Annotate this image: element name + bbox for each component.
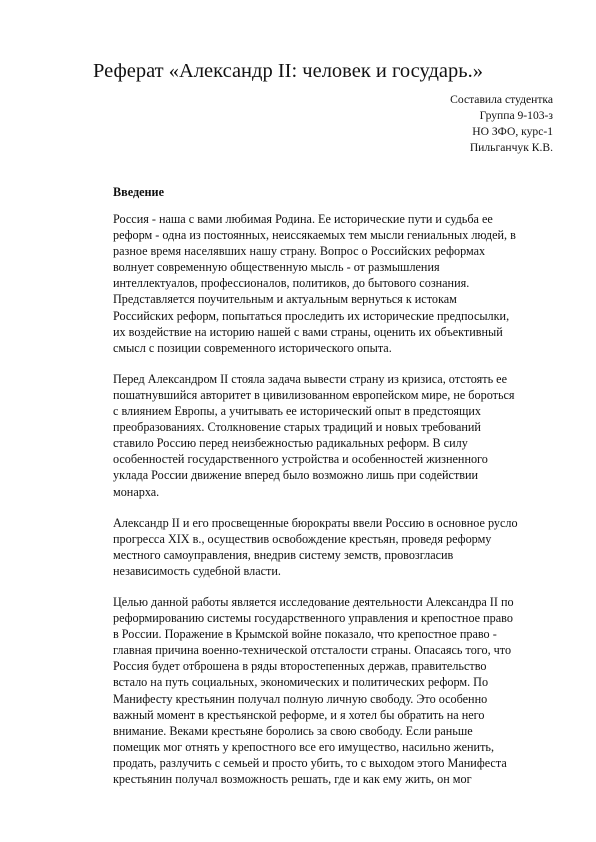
text-line: смысл с позиции современного исторического опыта.	[113, 340, 392, 355]
text-line: Перед Александром II стояла задача вывести страну из кризиса, отстоять ее	[113, 371, 508, 386]
text-line: интеллектуалов, профессионалов, политиков, до бытового сознания.	[113, 276, 470, 291]
text-line: прогресса XIX в., осуществив освобождение крестьян, проведя реформу	[113, 531, 492, 546]
text-line: Россия - наша с вами любимая Родина. Ее исторические пути и судьба ее	[113, 212, 493, 226]
text-line: Российских реформ, попытаться проследить их исторические предпосылки,	[113, 308, 510, 323]
paragraph	[113, 371, 559, 500]
paragraph	[113, 515, 559, 579]
text-line: преобразованиях. Столкновение старых традиций и новых требований	[113, 420, 481, 435]
text-line: продать, разлучить с семьей и просто убить, то с выходом этого Манифеста	[113, 755, 507, 770]
paragraph	[113, 211, 559, 356]
text-line: разное время населявших нашу страну. Вопрос о Российских реформах	[113, 244, 486, 259]
author-line: Группа 9-103-з	[479, 109, 553, 122]
text-line: Манифесту крестьянин получал полную личную свободу. Это особенно	[113, 691, 488, 706]
text-line: уклада России движение вперед было возможно лишь при содействии	[113, 468, 479, 483]
text-line: внимание. Веками крестьяне боролись за свою свободу. Если раньше	[113, 723, 473, 738]
text-line: реформированию системы государственного управления и крепостное право	[113, 611, 513, 626]
text-line: Представляется поучительным и актуальным вернуться к истокам	[113, 292, 457, 307]
text-line: пошатнувшийся авторитет в цивилизованном европейском мире, не бороться	[113, 387, 515, 402]
section-heading: Введение	[113, 185, 164, 199]
text-line: волнует современную общественную мысль - от размышления	[113, 260, 440, 275]
text-line: главная причина военно-технической отсталости страны. Опасаясь того, что	[113, 643, 512, 658]
author-block	[353, 92, 553, 156]
text-line: встало на путь социальных, экономических и политических реформ. По	[113, 675, 489, 690]
author-line: Пильганчук К.В.	[469, 141, 553, 154]
paragraph	[113, 594, 559, 787]
text-line: местного самоуправления, внедрив систему земств, провозгласив	[113, 547, 454, 562]
body-text	[113, 211, 559, 802]
text-line: помещик мог отнять у крепостного все его имущество, насильно женить,	[113, 739, 494, 754]
author-line: НО ЗФО, курс-1	[472, 125, 553, 138]
text-line: Россия будет отброшена в ряды второстепенных держав, правительство	[113, 659, 487, 674]
author-line: Составила студентка	[450, 93, 553, 106]
text-line: их воздействие на историю нашей с вами страны, оценить их объективный	[113, 324, 503, 339]
text-line: ставило Россию перед неизбежностью радикальных реформ. В силу	[113, 436, 468, 451]
text-line: Александр II и его просвещенные бюрократы ввели Россию в основное русло	[113, 515, 518, 530]
text-line: особенностей государственного устройства и особенностей жизненного	[113, 452, 488, 467]
document-title: Реферат «Александр II: человек и государь.»	[93, 60, 483, 82]
text-line: в России. Поражение в Крымской войне показало, что крепостное право -	[113, 627, 497, 642]
text-line: реформ - одна из постоянных, неиссякаемых тем мысли гениальных людей, в	[113, 228, 516, 243]
text-line: крестьянин получал возможность решать, где и как ему жить, он мог	[113, 772, 472, 786]
text-line: Целью данной работы является исследование деятельности Александра II по	[113, 594, 514, 609]
text-line: важный момент в крестьянской реформе, и я хотел бы обратить на него	[113, 707, 485, 722]
text-line: независимость судебной власти.	[113, 563, 281, 578]
text-line: с влиянием Европы, а учитывать ее исторический опыт в предстоящих	[113, 404, 482, 419]
text-line: монарха.	[113, 484, 160, 499]
